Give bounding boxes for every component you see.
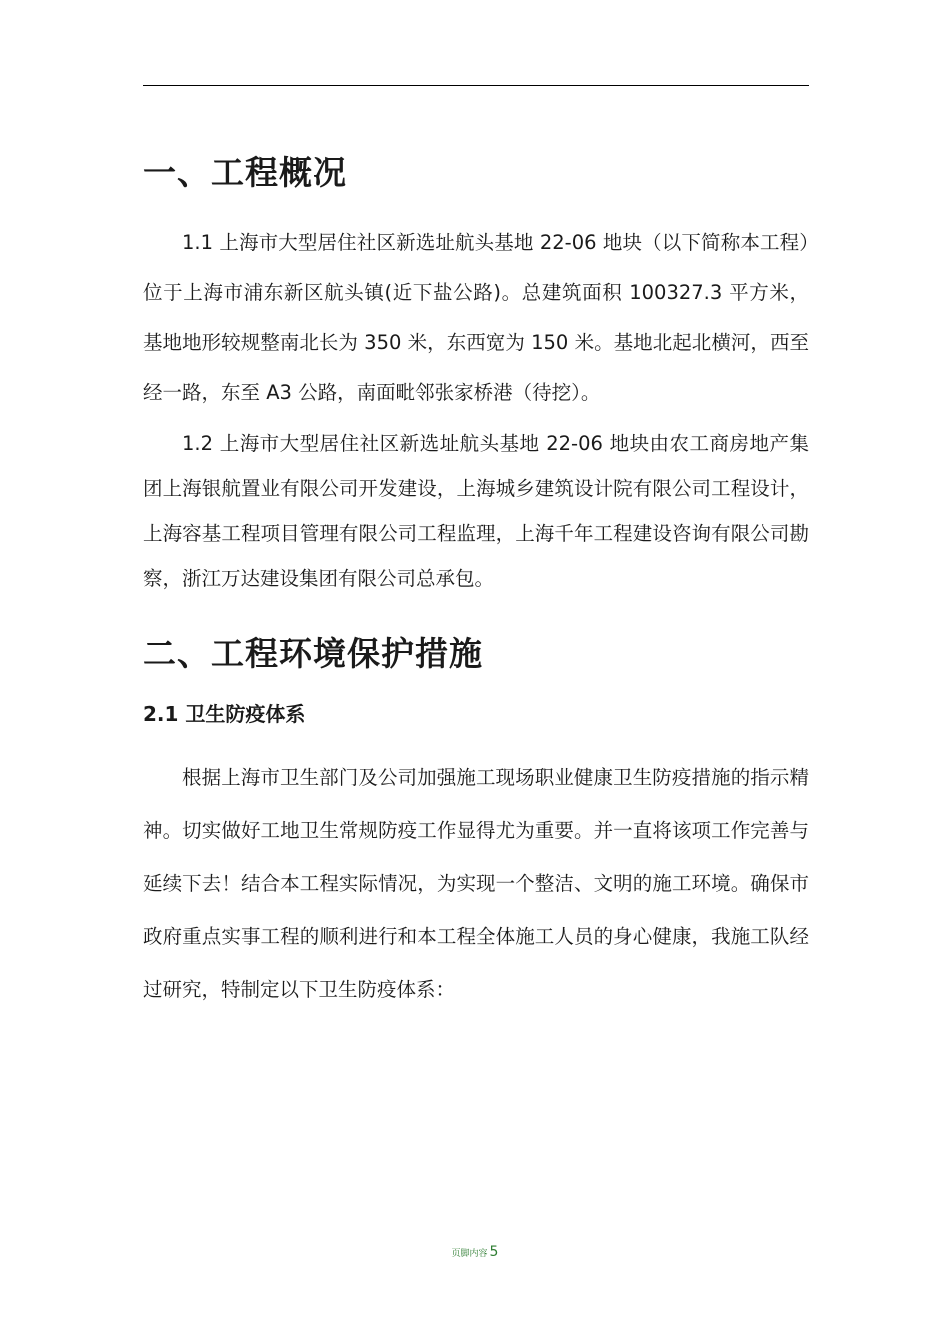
section-1-title: 一、工程概况 bbox=[143, 153, 347, 192]
footer-label: 页脚内容 bbox=[451, 1249, 488, 1259]
page-number: 5 bbox=[489, 1244, 499, 1260]
header-rule bbox=[143, 85, 809, 86]
section-2-1-paragraph-1: 根据上海市卫生部门及公司加强施工现场职业健康卫生防疫措施的指示精神。切实做好工地卫生常规防疫工作显得尤为重要。并一直将该项工作完善与延续下去！结合本工程实际情况，为实现一个整洁、文明的施工环境。确保市政府重点实事工程的顺利进行和本工程全体施工人员的身心健康，我施工队经过研究，特制定以下卫生防疫体系： bbox=[143, 766, 809, 1001]
page-footer bbox=[0, 1244, 950, 1260]
section-2-title: 二、工程环境保护措施 bbox=[143, 634, 483, 673]
section-1-paragraph-1: 1.1 上海市大型居住社区新选址航头基地 22-06 地块（以下简称本工程）位于上海市浦东新区航头镇(近下盐公路)。总建筑面积 100327.3 平方米，基地地形较规整南北长为 350 米，东西宽为 150 米。基地北起北横河，西至经一路，东至 A3 公路，南面毗邻张家桥港（待挖）。 bbox=[143, 231, 809, 404]
document-body bbox=[143, 140, 809, 1019]
subsection-2-1-title: 2.1 卫生防疫体系 bbox=[143, 702, 306, 726]
section-1-paragraph-2: 1.2 上海市大型居住社区新选址航头基地 22-06 地块由农工商房地产集团上海银航置业有限公司开发建设，上海城乡建筑设计院有限公司工程设计，上海容基工程项目管理有限公司工程监理，上海千年工程建设咨询有限公司勘察，浙江万达建设集团有限公司总承包。 bbox=[143, 432, 809, 590]
